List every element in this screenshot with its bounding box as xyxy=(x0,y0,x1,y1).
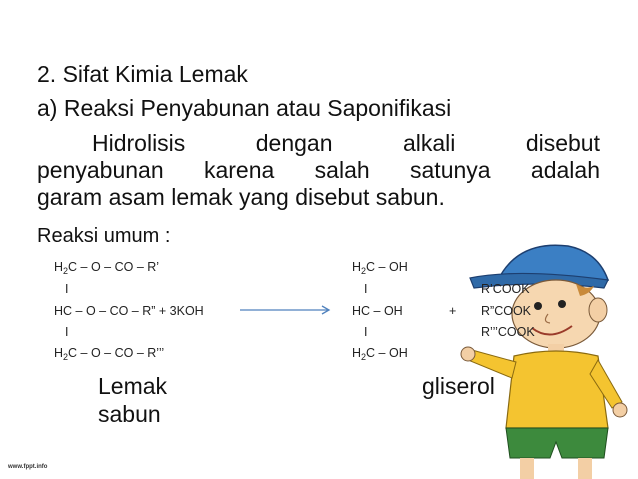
cartoon-boy-illustration xyxy=(458,232,636,479)
footer-credit: www.fppt.info xyxy=(8,464,48,470)
label-gliserol: gliserol xyxy=(422,373,495,399)
product-gliserol-row-4: I xyxy=(364,325,368,339)
paragraph-line-3: garam asam lemak yang disebut sabun. xyxy=(37,184,445,210)
product-soap-row-2: R”COOK xyxy=(481,304,531,318)
label-lemak: Lemak xyxy=(98,373,168,399)
label-sabun: sabun xyxy=(98,401,161,427)
reactant-row-5: $H_2C$ – O – CO – R’’’ xyxy=(54,346,165,362)
product-gliserol-row-1: $H_2C$ – OH xyxy=(352,260,408,276)
product-gliserol-row-5: $H_2C$ – OH xyxy=(352,346,408,362)
slide-heading: 2. Sifat Kimia Lemak xyxy=(37,61,248,87)
product-gliserol-row-3: HC – OH xyxy=(352,304,403,318)
paragraph-line-2: penyabunan karena salah satunya adalah xyxy=(37,157,600,183)
slide-subheading: a) Reaksi Penyabunan atau Saponifikasi xyxy=(37,95,452,121)
reaksi-umum-label: Reaksi umum : xyxy=(37,225,171,247)
product-soap-row-1: R’COOK xyxy=(481,282,530,296)
product-gliserol-row-2: I xyxy=(364,282,368,296)
reaction-arrow xyxy=(238,303,338,317)
reactant-row-3: HC – O – CO – R” + 3KOH xyxy=(54,304,204,318)
reactant-row-1: $H_2C$ – O – CO – R’ xyxy=(54,260,160,276)
plus-sign: + xyxy=(449,304,457,318)
reactant-row-4: I xyxy=(65,325,69,339)
paragraph-line-1: Hidrolisis dengan alkali disebut xyxy=(92,130,600,156)
reactant-row-2: I xyxy=(65,282,69,296)
product-soap-row-3: R’’’COOK xyxy=(481,325,535,339)
